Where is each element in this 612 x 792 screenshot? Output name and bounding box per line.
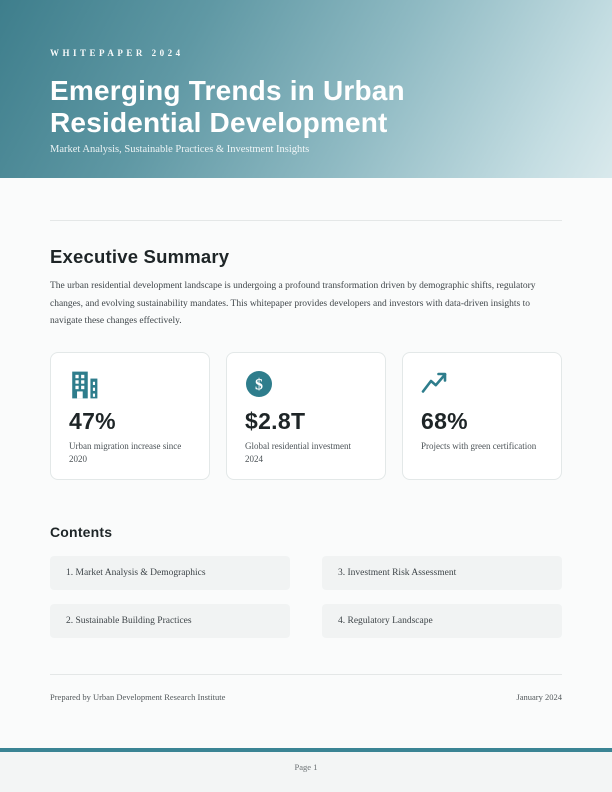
contents-heading: Contents [50,523,113,540]
stat-value: 68% [421,407,468,434]
main-content [0,220,612,702]
section-divider [50,220,562,221]
contents-item-regulatory-landscape: 4. Regulatory Landscape [322,604,562,638]
prepared-by-text: Prepared by Urban Development Research Institute [50,691,226,702]
contents-item-investment-risk: 3. Investment Risk Assessment [322,556,562,590]
footer-divider [50,674,562,675]
stat-cards-row [50,352,562,480]
contents-list [50,556,562,638]
contents-item-market-analysis: 1. Market Analysis & Demographics [50,556,290,590]
kicker-label: WHITEPAPER 2024 [50,48,184,58]
trend-up-icon [421,370,543,400]
stat-label: Projects with green certification [421,440,537,451]
page-number: Page 1 [294,762,318,772]
contents-item-sustainable-building: 2. Sustainable Building Practices [50,604,290,638]
page-title: Emerging Trends in Urban Residential Development [50,75,405,138]
stat-label: Global residential investment 2024 [245,440,351,464]
page-subtitle: Market Analysis, Sustainable Practices & Investment Insights [50,143,310,155]
executive-summary-heading: Executive Summary [50,246,230,267]
stat-card-urban-migration [50,352,210,480]
stat-card-global-investment [226,352,386,480]
page-number-strip [0,752,612,792]
stat-card-green-certification [402,352,562,480]
stat-value: 47% [69,407,116,434]
building-icon [69,370,191,400]
document-footer [50,692,562,702]
hero-header [0,0,612,178]
stat-label: Urban migration increase since 2020 [69,440,182,464]
date-text: January 2024 [516,691,562,702]
svg-text:$: $ [255,376,263,394]
stat-value: $2.8T [245,407,306,434]
executive-summary-text: The urban residential development landscape is undergoing a profound transformation driven by demographic shifts, regulatory changes, and evolving sustainability mandates. This whitepaper provides developers and investors with data-driven insights to navigate these changes effectively. [50,281,536,327]
dollar-circle-icon [245,370,367,400]
